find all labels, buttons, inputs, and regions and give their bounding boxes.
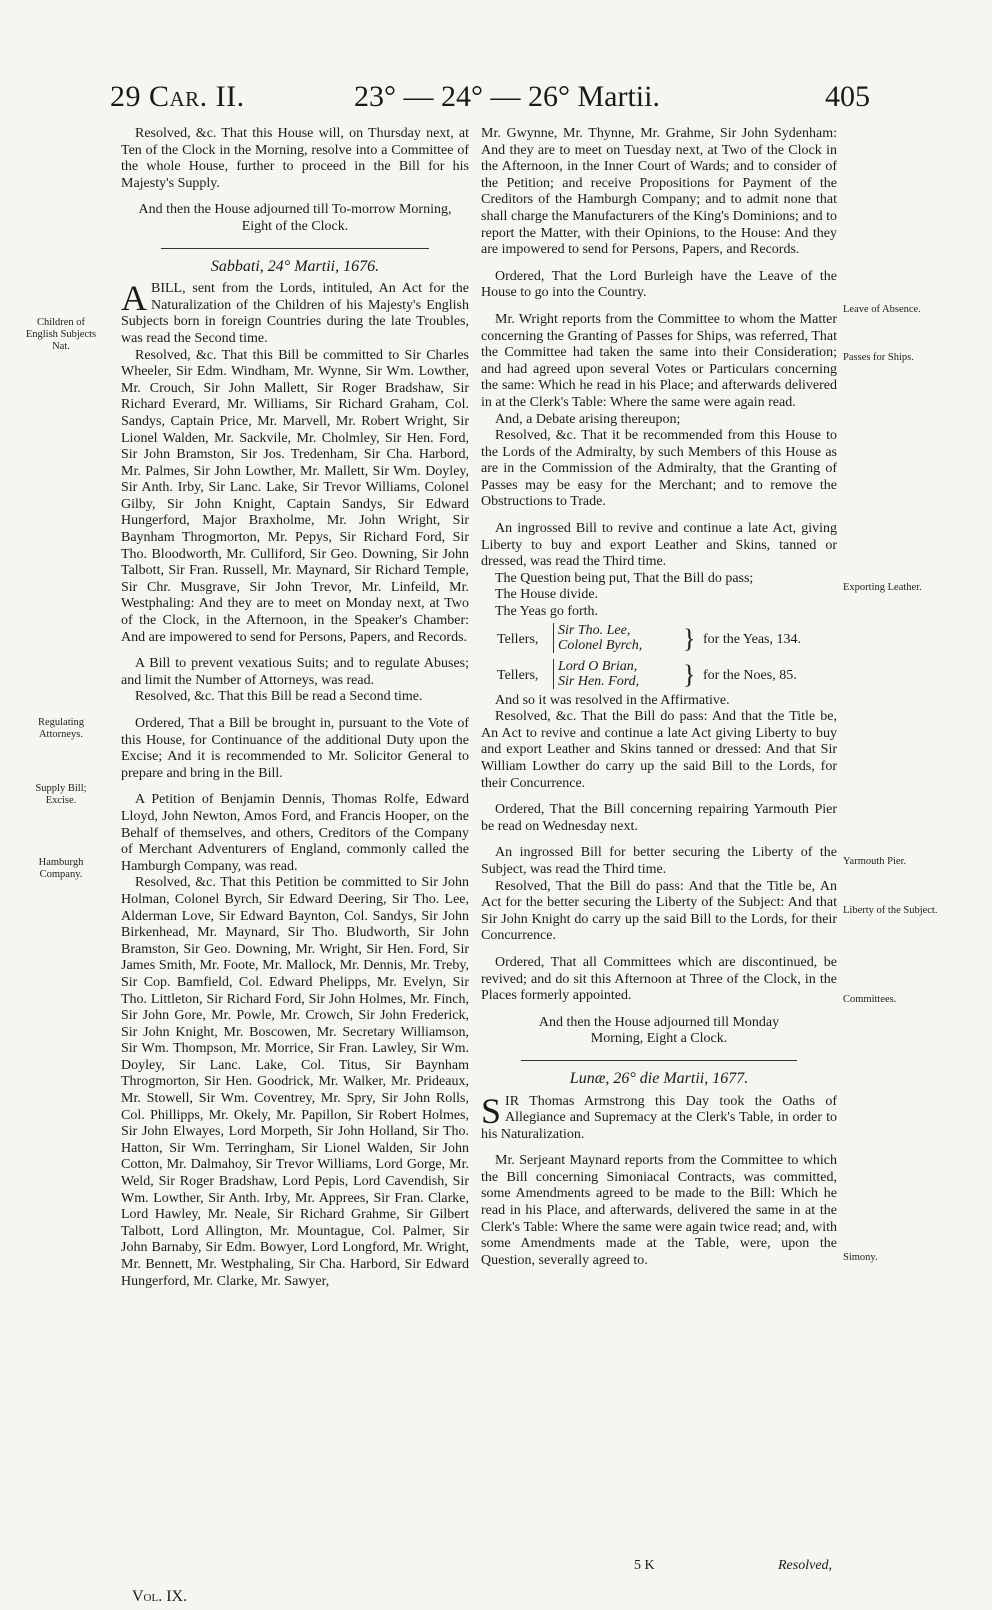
left-column — [121, 126, 469, 1290]
catchword: Resolved, — [778, 1558, 833, 1573]
armstrong-oath — [481, 1090, 837, 1144]
page-number: 405 — [825, 80, 870, 113]
margin-note-liberty: Liberty of the Subject. — [843, 905, 938, 916]
noes-count: for the Noes, 85. — [703, 667, 797, 683]
sitting-date-monday: Lunæ, 26° die Martii, 1677. — [569, 1069, 749, 1087]
yeas-count: for the Yeas, 134. — [703, 631, 801, 647]
teller-name: Lord O Brian, — [558, 658, 638, 674]
brace-glyph: } — [683, 623, 696, 653]
teller-name: Colonel Byrch, — [558, 637, 643, 653]
leather-resolution: Resolved, &c. That the Bill do pass: And that the Title be, An Act to revive and continue a late Act giving Liberty to buy and export Leather and Skins tanned or dressed: And that Sir William Lowther do carry up the said Bill to the Lords, for their Concurrence. — [481, 709, 837, 791]
margin-note-leave: Leave of Absence. — [843, 304, 921, 315]
committee-list-naturalization: Resolved, &c. That this Bill be committed to Sir Charles Wheeler, Sir Edm. Windham, Mr. Wynne, Sir Wm. Lowther, Mr. Crouch, Sir John Mallett, Sir Roger Bradshaw, Sir Richard Everard, Mr. Williams, Sir Richard Graham, Col. Sandys, Captain Price, Mr. Marvell, Mr. Robert Wright, Sir Lionel Walden, Mr. Sackvile, Mr. Cholmley, Sir Hen. Ford, Sir John Bramston, Sir Jos. Tredenham, Sir Cha. Harbord, Mr. Palmes, Sir John Lowther, Mr. Mallett, Sir Wm. Doyley, Sir Anth. Irby, Sir Lanc. Lake, Sir Trevor Williams, Colonel Gilby, Sir John Knight, Captain Sandys, Sir Edward Hungerford, Major Braxholme, Mr. John Wright, Sir Baynham Throgmorton, Mr. Pepys, Sir Richard Ford, Sir Tho. Bloodworth, Mr. Culliford, Sir Geo. Downing, Sir John Talbott, Sir Fran. Russell, Mr. Maynard, Sir Richard Temple, Sir Chr. Musgrave, Sir John Trevor, Mr. Linfeild, Mr. Westphaling: And they are to meet on Monday next, at Two of the Clock, in the Afternoon, in the Speaker's Chamber: And are impowered to send for Persons, Papers, and Records. — [121, 347, 469, 645]
affirmative-result: And so it was resolved in the Affirmative. — [495, 692, 730, 708]
right-column — [481, 126, 837, 1269]
house-divide: The House divide. — [495, 587, 599, 603]
attorneys-bill: A Bill to prevent vexatious Suits; and to regulate Abuses; and limit the Number of Attorneys, was read. — [121, 656, 469, 688]
hamburgh-committee-continued: Mr. Gwynne, Mr. Thynne, Mr. Grahme, Sir John Sydenham: And they are to meet on Tuesday next, at Two of the Clock in the Afternoon, in the Inner Court of Wards; and to consider of the Petition; and receive Propositions for Payment of the Creditors of the Hamburgh Company; and to admit none that shall charge the Manufacturers of the King's Dominions; and to report the Matter, with their Opinions, to the House: And they are impowered to send for Persons, Papers, and Records. — [481, 126, 837, 258]
margin-note-children: Children of English Subjects Nat. — [25, 317, 97, 352]
tellers-label: Tellers, — [497, 667, 539, 683]
attorneys-resolution: Resolved, &c. That this Bill be read a Second time. — [135, 689, 423, 705]
regnal-year: 29 Car. II. — [110, 80, 245, 113]
tellers-names — [553, 623, 642, 653]
margin-note-hamburgh: Hamburgh Company. — [38, 857, 84, 880]
committees-order: Ordered, That all Committees which are discontinued, be revived; and do sit this Afternoon at Three of the Clock, in the Places formerly appointed. — [481, 954, 837, 1004]
brace-glyph: } — [683, 659, 696, 689]
adjournment-notice: And then the House adjourned till To-morrow Morning, Eight of the Clock. — [138, 202, 452, 234]
drop-cap: S — [481, 1090, 502, 1131]
yeas-forth: The Yeas go forth. — [495, 604, 599, 620]
leave-order: Ordered, That the Lord Burleigh have the Leave of the House to go into the Country. — [481, 268, 837, 301]
margin-note-leather: Exporting Leather. — [843, 582, 922, 593]
teller-name: Sir Tho. Lee, — [558, 622, 631, 638]
liberty-resolution: Resolved, That the Bill do pass: And that the Title be, An Act for the better securing the Liberty of the Subject: And that Sir John Knight do carry up the said Bill to the Lords, for their Concurrence. — [481, 878, 837, 944]
naturalization-bill-text: BILL, sent from the Lords, intituled, An Act for the Naturalization of the Children of his Majesty's English Subjects born in foreign Countries during the late Troubles, was read the Second time. — [121, 281, 469, 346]
simony-report: Mr. Serjeant Maynard reports from the Committee to which the Bill concerning Simoniacal Contracts, was committed, some Amendments agreed to be made to the Bill: Which he read in his Place, and afterwards, delivered the same in at the Clerk's Table: Where the same were again twice read; and, with some Amendments made at the Table, were, upon the Question, severally agreed to. — [481, 1153, 837, 1268]
margin-note-passes: Passes for Ships. — [843, 352, 914, 363]
signature-mark: 5 K — [634, 1558, 655, 1573]
header-dates: 23° — 24° — 26° Martii. — [354, 80, 660, 113]
passes-report: Mr. Wright reports from the Committee to whom the Matter concerning the Granting of Passes for Ships, was referred, That the Committee had taken the same into their Consideration; and had agreed upon several Votes or Particulars concerning the same: Which he read in his Place; and afterwards delivered in at the Clerk's Table: Where the same were again read. — [481, 311, 837, 410]
passes-resolution: Resolved, &c. That it be recommended from this House to the Lords of the Admiralty, by such Members of this House as are in the Commission of the Admiralty, that the Granting of Passes may be easy for the Merchant; and to remove the Obstructions to Trade. — [481, 428, 837, 510]
yarmouth-order: Ordered, That the Bill concerning repairing Yarmouth Pier be read on Wednesday next. — [481, 802, 837, 834]
margin-note-simony: Simony. — [843, 1252, 878, 1263]
margin-note-committees: Committees. — [843, 994, 897, 1005]
tellers-noes — [481, 659, 837, 693]
adjournment-notice-monday: And then the House adjourned till Monday Morning, Eight a Clock. — [538, 1014, 780, 1047]
debate-note: And, a Debate arising thereupon; — [495, 411, 681, 427]
tellers-yeas — [481, 623, 837, 657]
page-header — [110, 80, 870, 120]
naturalization-bill — [121, 278, 469, 347]
section-divider — [161, 248, 429, 249]
resolution-supply: Resolved, &c. That this House will, on Thursday next, at Ten of the Clock in the Morning, resolve into a Committee of the whole House, further to proceed in the Bill for his Majesty's Supply. — [121, 126, 469, 191]
liberty-bill: An ingrossed Bill for better securing the Liberty of the Subject, was read the Third time. — [481, 845, 837, 877]
tellers-names — [553, 659, 639, 689]
margin-note-attorneys: Regulating Attorneys. — [37, 717, 85, 740]
committee-list-hamburgh: Resolved, &c. That this Petition be committed to Sir John Holman, Colonel Byrch, Sir Edward Deering, Sir Tho. Lee, Alderman Love, Sir Edward Baynton, Col. Sandys, Sir John Birkenhead, Mr. Maynard, Sir Tho. Bludworth, Sir John Bramston, Sir Geo. Downing, Mr. Wright, Sir Hen. Ford, Sir James Smith, Mr. Foote, Mr. Mallock, Mr. Dennis, Mr. Treby, Sir Cop. Bamfield, Col. Edward Phelipps, Mr. Evelyn, Sir Tho. Littleton, Sir Richard Ford, Sir John Holmes, Mr. Finch, Sir John Gore, Mr. Powle, Mr. Crowch, Sir John Frederick, Sir John Knight, Mr. Boscowen, Mr. Secretary Williamson, Sir Wm. Thompson, Mr. Morrice, Sir Fran. Lawley, Sir Wm. Doyley, Sir Lanc. Lake, Col. Titus, Sir Baynham Throgmorton, Sir Hen. Goodrick, Mr. Walker, Mr. Prideaux, Mr. Stowell, Sir Wm. Coventrey, Mr. Spry, Sir John Rolls, Col. Phillipps, Mr. Okely, Mr. Papillon, Sir Robert Holmes, Sir John Elwayes, Lord Morpeth, Sir John Holland, Sir Tho. Hatton, Sir Wm. Terringham, Sir Lionel Walden, Sir John Cotton, Mr. Dalmahoy, Sir Trevor Williams, Lord Gorge, Mr. Weld, Sir Roger Bradshaw, Lord Pepis, Lord Cavendish, Sir Wm. Lowther, Sir Anth. Irby, Mr. Apprees, Sir Fran. Clarke, Lord Hawley, Mr. Neale, Sir Richard Grahme, Sir Gilbert Talbott, Lord Allington, Mr. Mountague, Col. Palmer, Sir John Barnaby, Sir Edm. Bowyer, Lord Longford, Mr. Wright, Mr. Bennett, Mr. Westphaling, Sir Cha. Harbord, Sir Edward Hungerford, Mr. Clarke, Mr. Sawyer, — [121, 875, 469, 1289]
hamburgh-petition: A Petition of Benjamin Dennis, Thomas Rolfe, Edward Lloyd, John Newton, Amos Ford, and Francis Hooper, on the Behalf of themselves, and others, Creditors of the Company of Merchant Adventurers of England, commonly called the Hamburgh Company, was read. — [121, 792, 469, 874]
armstrong-oath-text: IR Thomas Armstrong this Day took the Oaths of Allegiance and Supremacy at the Clerk's Table, in order to his Naturalization. — [481, 1093, 837, 1142]
section-divider — [521, 1060, 797, 1061]
teller-name: Sir Hen. Ford, — [558, 673, 640, 689]
margin-note-supply: Supply Bill; Excise. — [35, 783, 87, 806]
margin-note-yarmouth: Yarmouth Pier. — [843, 856, 907, 867]
volume-label: Vol. IX. — [132, 1588, 188, 1605]
excise-order: Ordered, That a Bill be brought in, pursuant to the Vote of this House, for Continuance of the additional Duty upon the Excise; And it is recommended to Mr. Solicitor General to prepare and bring in the Bill. — [121, 716, 469, 781]
sitting-date: Sabbati, 24° Martii, 1676. — [210, 257, 380, 275]
leather-bill: An ingrossed Bill to revive and continue a late Act, giving Liberty to buy and export Leather and Skins, tanned or dressed, was read the Third time. — [481, 521, 837, 570]
question-put: The Question being put, That the Bill do pass; — [495, 570, 754, 586]
drop-cap: A — [121, 278, 147, 319]
tellers-label: Tellers, — [497, 631, 539, 647]
